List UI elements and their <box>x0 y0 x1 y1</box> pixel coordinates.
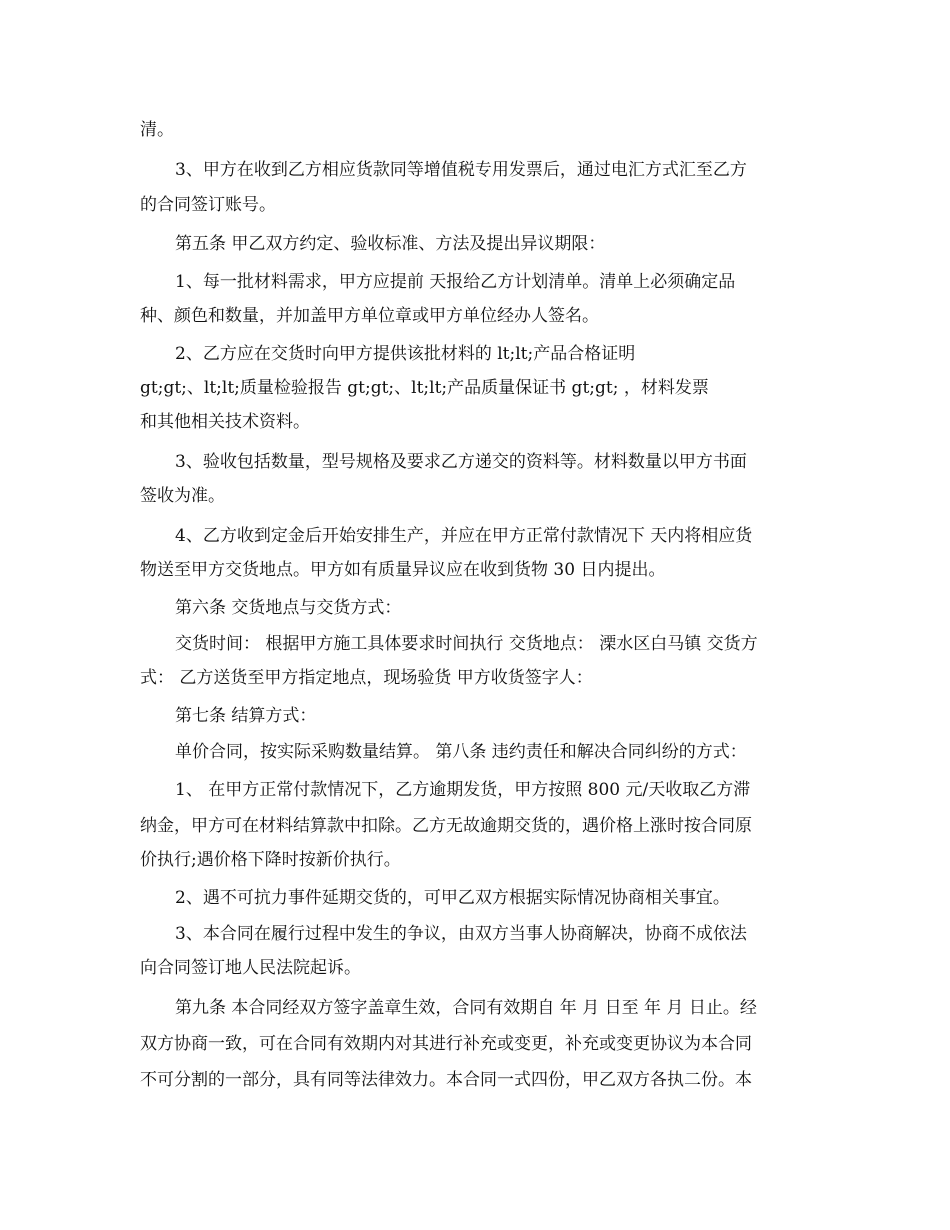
text-line: 3、甲方在收到乙方相应货款同等增值税专用发票后，通过电汇方式汇至乙方 <box>175 160 747 180</box>
text-line: 1、 在甲方正常付款情况下，乙方逾期发货，甲方按照 800 元/天收取乙方滞 <box>175 780 751 800</box>
text-line: 双方协商一致，可在合同有效期内对其进行补充或变更，补充或变更协议为本合同 <box>140 1034 752 1054</box>
text-line: 纳金，甲方可在材料结算款中扣除。乙方无故逾期交货的，遇价格上涨时按合同原 <box>140 816 752 836</box>
text-line: gt;gt;、lt;lt;质量检验报告 gt;gt;、lt;lt;产品质量保证书 gt;gt; ，材料发票 <box>140 378 709 398</box>
text-line: 第九条 本合同经双方签字盖章生效，合同有效期自 年 月 日至 年 月 日止。经 <box>175 998 757 1018</box>
text-line: 交货时间： 根据甲方施工具体要求时间执行 交货地点： 溧水区白马镇 交货方 <box>175 634 758 654</box>
text-line: 第六条 交货地点与交货方式： <box>175 598 402 618</box>
text-line: 2、乙方应在交货时向甲方提供该批材料的 lt;lt;产品合格证明 <box>175 344 636 364</box>
text-line: 4、乙方收到定金后开始安排生产，并应在甲方正常付款情况下 天内将相应货 <box>175 526 753 546</box>
text-line: 2、遇不可抗力事件延期交货的，可甲乙双方根据实际情况协商相关事宜。 <box>175 888 730 908</box>
text-line: 的合同签订账号。 <box>140 195 276 215</box>
text-line: 物送至甲方交货地点。甲方如有质量异议应在收到货物 30 日内提出。 <box>140 560 666 580</box>
text-line: 第七条 结算方式： <box>175 706 317 726</box>
text-line: 向合同签订地人民法院起诉。 <box>140 958 361 978</box>
text-line: 式： 乙方送货至甲方指定地点，现场验货 甲方收货签字人： <box>140 668 593 688</box>
text-line: 单价合同，按实际采购数量结算。 第八条 违约责任和解决合同纠纷的方式： <box>175 742 747 762</box>
text-line: 第五条 甲乙双方约定、验收标准、方法及提出异议期限： <box>175 234 606 254</box>
text-line: 3、本合同在履行过程中发生的争议，由双方当事人协商解决，协商不成依法 <box>175 924 747 944</box>
text-line: 清。 <box>140 120 174 140</box>
text-line: 1、每一批材料需求，甲方应提前 天报给乙方计划清单。清单上必须确定品 <box>175 272 736 292</box>
text-line: 价执行;遇价格下降时按新价执行。 <box>140 850 401 870</box>
text-line: 3、验收包括数量，型号规格及要求乙方递交的资料等。材料数量以甲方书面 <box>175 452 747 472</box>
text-line: 和其他相关技术资料。 <box>140 412 310 432</box>
text-line: 签收为准。 <box>140 486 225 506</box>
text-line: 不可分割的一部分，具有同等法律效力。本合同一式四份，甲乙双方各执二份。本 <box>140 1070 752 1090</box>
text-line: 种、颜色和数量，并加盖甲方单位章或甲方单位经办人签名。 <box>140 306 599 326</box>
